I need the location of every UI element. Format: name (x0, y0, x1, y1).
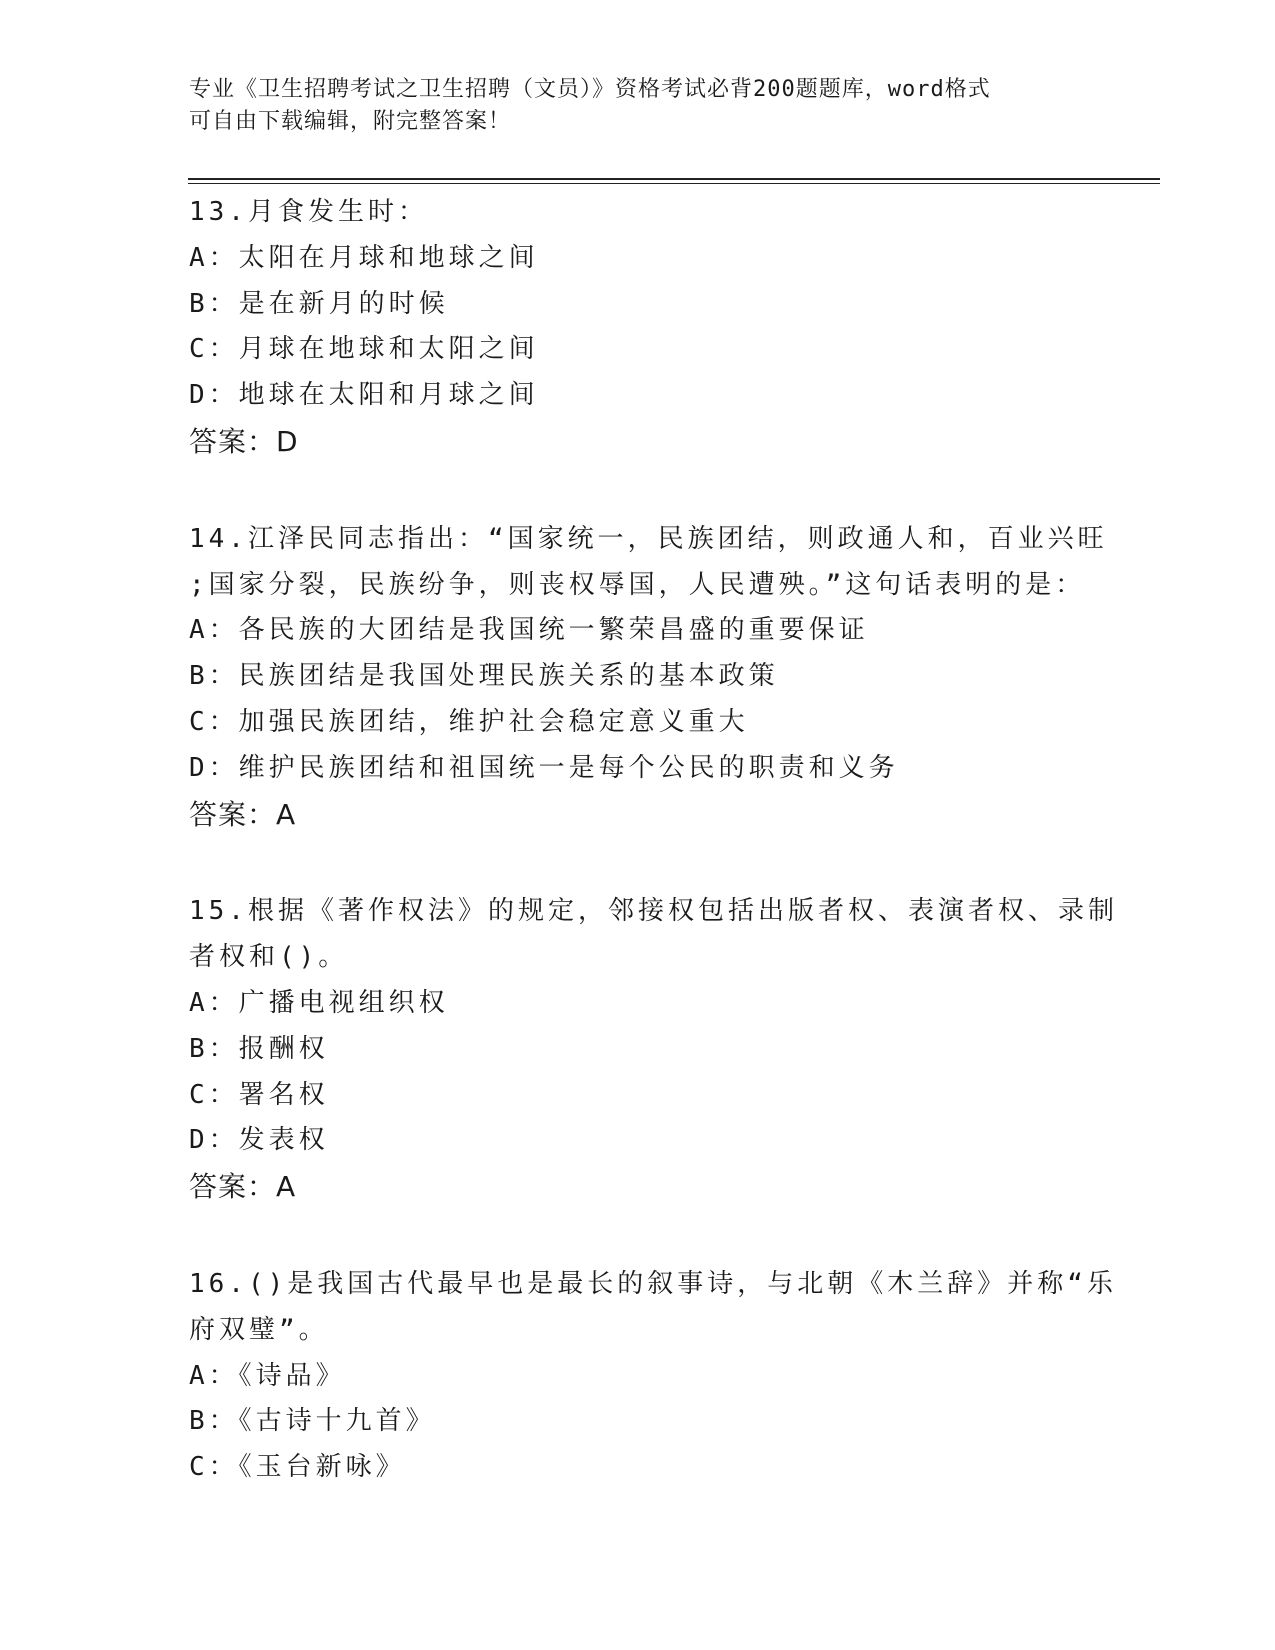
option-c: C：《玉台新咏》 (189, 1452, 406, 1483)
option-a: A：太阳在月球和地球之间 (189, 242, 539, 273)
option-a: A：各民族的大团结是我国统一繁荣昌盛的重要保证 (189, 615, 869, 646)
option-c: C：署名权 (189, 1079, 329, 1110)
question-16 (189, 1262, 1117, 1491)
question-list (189, 190, 1118, 1543)
answer-label: 答案：A (189, 1170, 297, 1204)
question-text: 15.根据《著作权法》的规定，邻接权包括出版者权、表演者权、录制 (189, 896, 1118, 927)
answer-label: 答案：D (189, 424, 299, 458)
header-divider-thick (188, 178, 1160, 180)
question-text-continued: ;国家分裂，民族纷争，则丧权辱国，人民遭殃。”这句话表明的是： (189, 569, 1086, 600)
header-line-2: 可自由下载编辑，附完整答案！ (189, 109, 512, 134)
option-d: D：维护民族团结和祖国统一是每个公民的职责和义务 (189, 752, 899, 783)
question-15 (189, 889, 1118, 1210)
question-text-continued: 府双璧”。 (189, 1314, 329, 1345)
option-d: D：发表权 (189, 1125, 329, 1156)
option-c: C：月球在地球和太阳之间 (189, 334, 539, 365)
option-a: A：《诗品》 (189, 1360, 346, 1391)
question-text: 16.()是我国古代最早也是最长的叙事诗，与北朝《木兰辞》并称“乐 (189, 1268, 1117, 1299)
header-line-1: 专业《卫生招聘考试之卫生招聘（文员）》资格考试必背200题题库，word格式 (189, 77, 991, 102)
option-b: B：是在新月的时候 (189, 288, 449, 319)
header-divider-thin (188, 183, 1160, 184)
option-a: A：广播电视组织权 (189, 987, 449, 1018)
question-14 (189, 517, 1108, 838)
option-c: C：加强民族团结，维护社会稳定意义重大 (189, 706, 749, 737)
option-b: B：《古诗十九首》 (189, 1406, 436, 1437)
question-text: 13.月食发生时： (189, 197, 428, 227)
option-b: B：报酬权 (189, 1033, 329, 1064)
option-d: D：地球在太阳和月球之间 (189, 380, 539, 411)
question-text-continued: 者权和()。 (189, 942, 349, 973)
answer-label: 答案：A (189, 797, 297, 831)
question-13 (189, 190, 1089, 465)
document-header (189, 74, 1069, 138)
question-text: 14.江泽民同志指出：“国家统一，民族团结，则政通人和，百业兴旺 (189, 523, 1108, 554)
option-b: B：民族团结是我国处理民族关系的基本政策 (189, 661, 779, 692)
